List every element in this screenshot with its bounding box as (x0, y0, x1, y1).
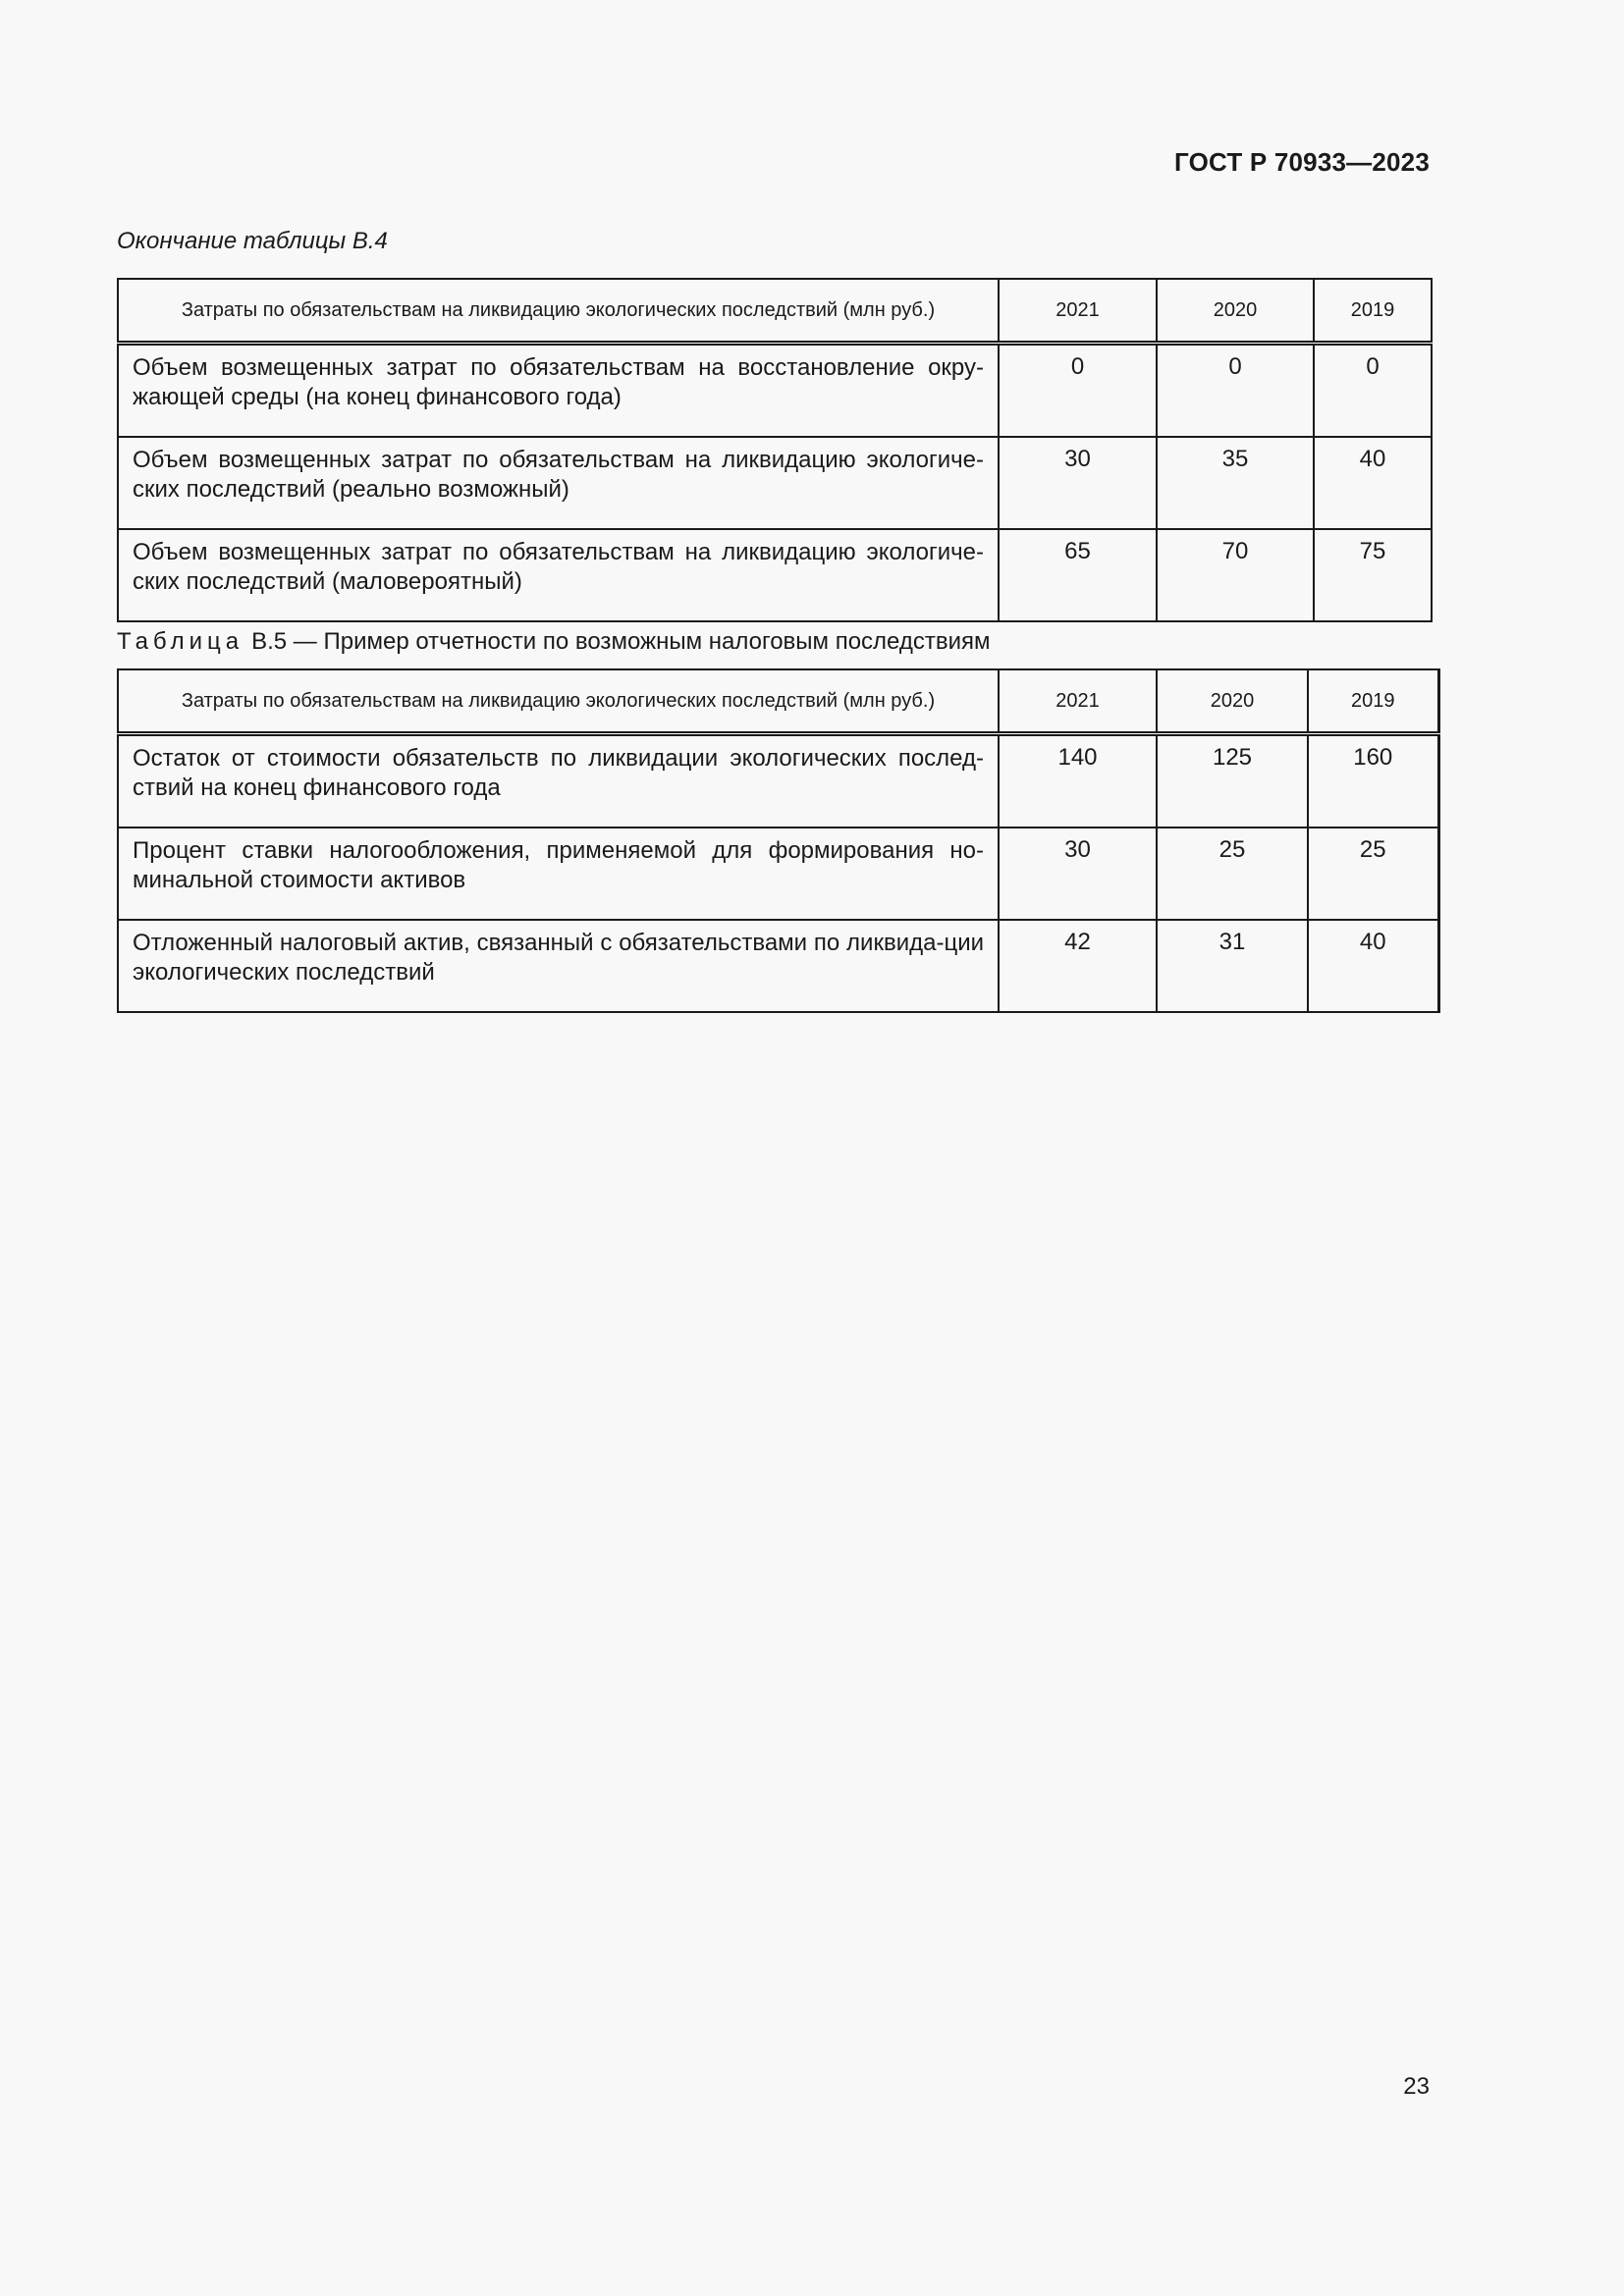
cell-2020: 31 (1157, 920, 1308, 1012)
table-b5-caption (117, 628, 991, 656)
table-row (118, 529, 1432, 621)
table-row (118, 344, 1432, 438)
row-label: Объем возмещенных затрат по обязательствам на восстановление окру-жающей среды (на конец финансового года) (118, 344, 999, 438)
cell-2019: 40 (1308, 920, 1438, 1012)
row-label: Отложенный налоговый актив, связанный с обязательствами по ликвида-ции экологических последствий (118, 920, 999, 1012)
table-b4-header-2019: 2019 (1314, 279, 1432, 344)
table-b5-caption-prefix: Таблица (117, 628, 244, 655)
table-b5-header-2020: 2020 (1157, 669, 1308, 734)
row-label: Остаток от стоимости обязательств по ликвидации экологических послед-ствий на конец финансового года (118, 734, 999, 828)
cell-2020: 35 (1157, 437, 1314, 529)
table-b4-caption: Окончание таблицы В.4 (117, 228, 388, 254)
cell-2021: 42 (999, 920, 1157, 1012)
page-number: 23 (1403, 2073, 1430, 2100)
document-code: ГОСТ Р 70933—2023 (1174, 147, 1430, 177)
table-b4-header-2021: 2021 (999, 279, 1157, 344)
table-b4-header-row (118, 279, 1432, 344)
table-b4 (117, 278, 1433, 622)
table-b4-header-2020: 2020 (1157, 279, 1314, 344)
table-b5-header-2019: 2019 (1308, 669, 1438, 734)
cell-2021: 140 (999, 734, 1157, 828)
cell-2020: 25 (1157, 828, 1308, 920)
row-label: Процент ставки налогообложения, применяемой для формирования но-минальной стоимости активов (118, 828, 999, 920)
table-row (118, 828, 1438, 920)
row-label: Объем возмещенных затрат по обязательствам на ликвидацию экологиче-ских последствий (реально возможный) (118, 437, 999, 529)
row-label: Объем возмещенных затрат по обязательствам на ликвидацию экологиче-ских последствий (маловероятный) (118, 529, 999, 621)
cell-2019: 160 (1308, 734, 1438, 828)
cell-2019: 0 (1314, 344, 1432, 438)
table-row (118, 437, 1432, 529)
cell-2021: 65 (999, 529, 1157, 621)
cell-2020: 125 (1157, 734, 1308, 828)
cell-2019: 40 (1314, 437, 1432, 529)
table-b4-header-description: Затраты по обязательствам на ликвидацию экологических последствий (млн руб.) (118, 279, 999, 344)
cell-2019: 75 (1314, 529, 1432, 621)
table-b5-caption-text: В.5 — Пример отчетности по возможным налоговым последствиям (251, 628, 991, 655)
cell-2019: 25 (1308, 828, 1438, 920)
table-b5-header-row (118, 669, 1438, 734)
cell-2021: 30 (999, 828, 1157, 920)
cell-2021: 0 (999, 344, 1157, 438)
cell-2020: 0 (1157, 344, 1314, 438)
table-b5 (117, 668, 1440, 1013)
table-b5-header-2021: 2021 (999, 669, 1157, 734)
cell-2021: 30 (999, 437, 1157, 529)
table-row (118, 920, 1438, 1012)
cell-2020: 70 (1157, 529, 1314, 621)
table-row (118, 734, 1438, 828)
table-b5-header-description: Затраты по обязательствам на ликвидацию экологических последствий (млн руб.) (118, 669, 999, 734)
